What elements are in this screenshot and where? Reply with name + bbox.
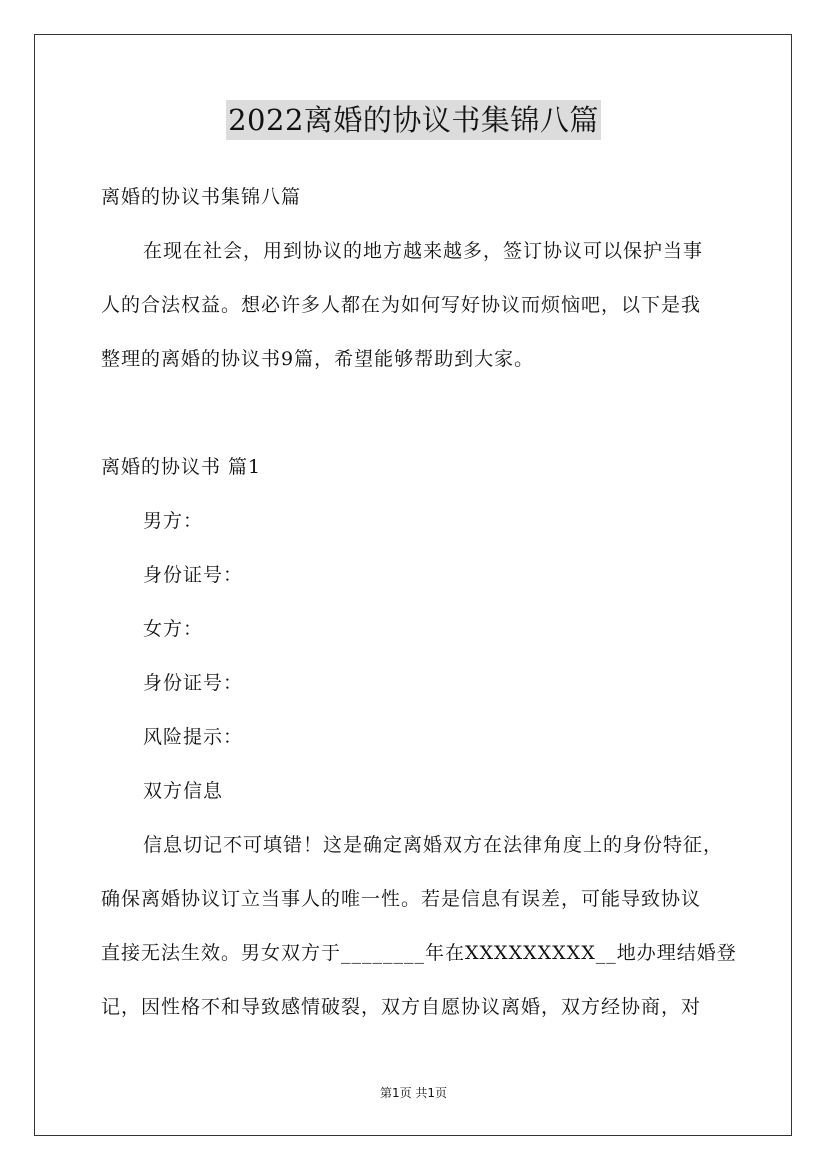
field-female-id: 身份证号： — [143, 672, 244, 694]
field-female: 女方： — [143, 618, 204, 640]
risk-notice-label: 风险提示： — [143, 726, 244, 748]
document-body — [101, 170, 741, 1034]
body-heading: 离婚的协议书集锦八篇 — [101, 186, 302, 208]
info-paragraph-line-1: 信息切记不可填错！这是确定离婚双方在法律角度上的身份特征， — [143, 834, 724, 856]
field-male: 男方： — [143, 510, 204, 532]
document-title — [0, 100, 827, 140]
blank-line — [101, 386, 741, 440]
document-title-text: 2022离婚的协议书集锦八篇 — [226, 100, 601, 140]
info-paragraph-line-4: 记，因性格不和导致感情破裂，双方自愿协议离婚，双方经协商，对 — [101, 996, 702, 1018]
info-paragraph-line-3: 直接无法生效。男女双方于________年在XXXXXXXXX__地办理结婚登 — [101, 942, 737, 964]
info-paragraph-line-2: 确保离婚协议订立当事人的唯一性。若是信息有误差，可能导致协议 — [101, 888, 702, 910]
field-male-id: 身份证号： — [143, 564, 244, 586]
section-heading-1: 离婚的协议书 篇1 — [101, 456, 262, 478]
intro-paragraph-line-2: 人的合法权益。想必许多人都在为如何写好协议而烦恼吧，以下是我 — [101, 294, 702, 316]
party-info-label: 双方信息 — [143, 780, 224, 802]
intro-paragraph-line-3: 整理的离婚的协议书9篇，希望能够帮助到大家。 — [101, 348, 535, 370]
page-number-footer: 第1页 共1页 — [379, 1086, 448, 1100]
intro-paragraph-line-1: 在现在社会，用到协议的地方越来越多，签订协议可以保护当事 — [143, 240, 704, 262]
